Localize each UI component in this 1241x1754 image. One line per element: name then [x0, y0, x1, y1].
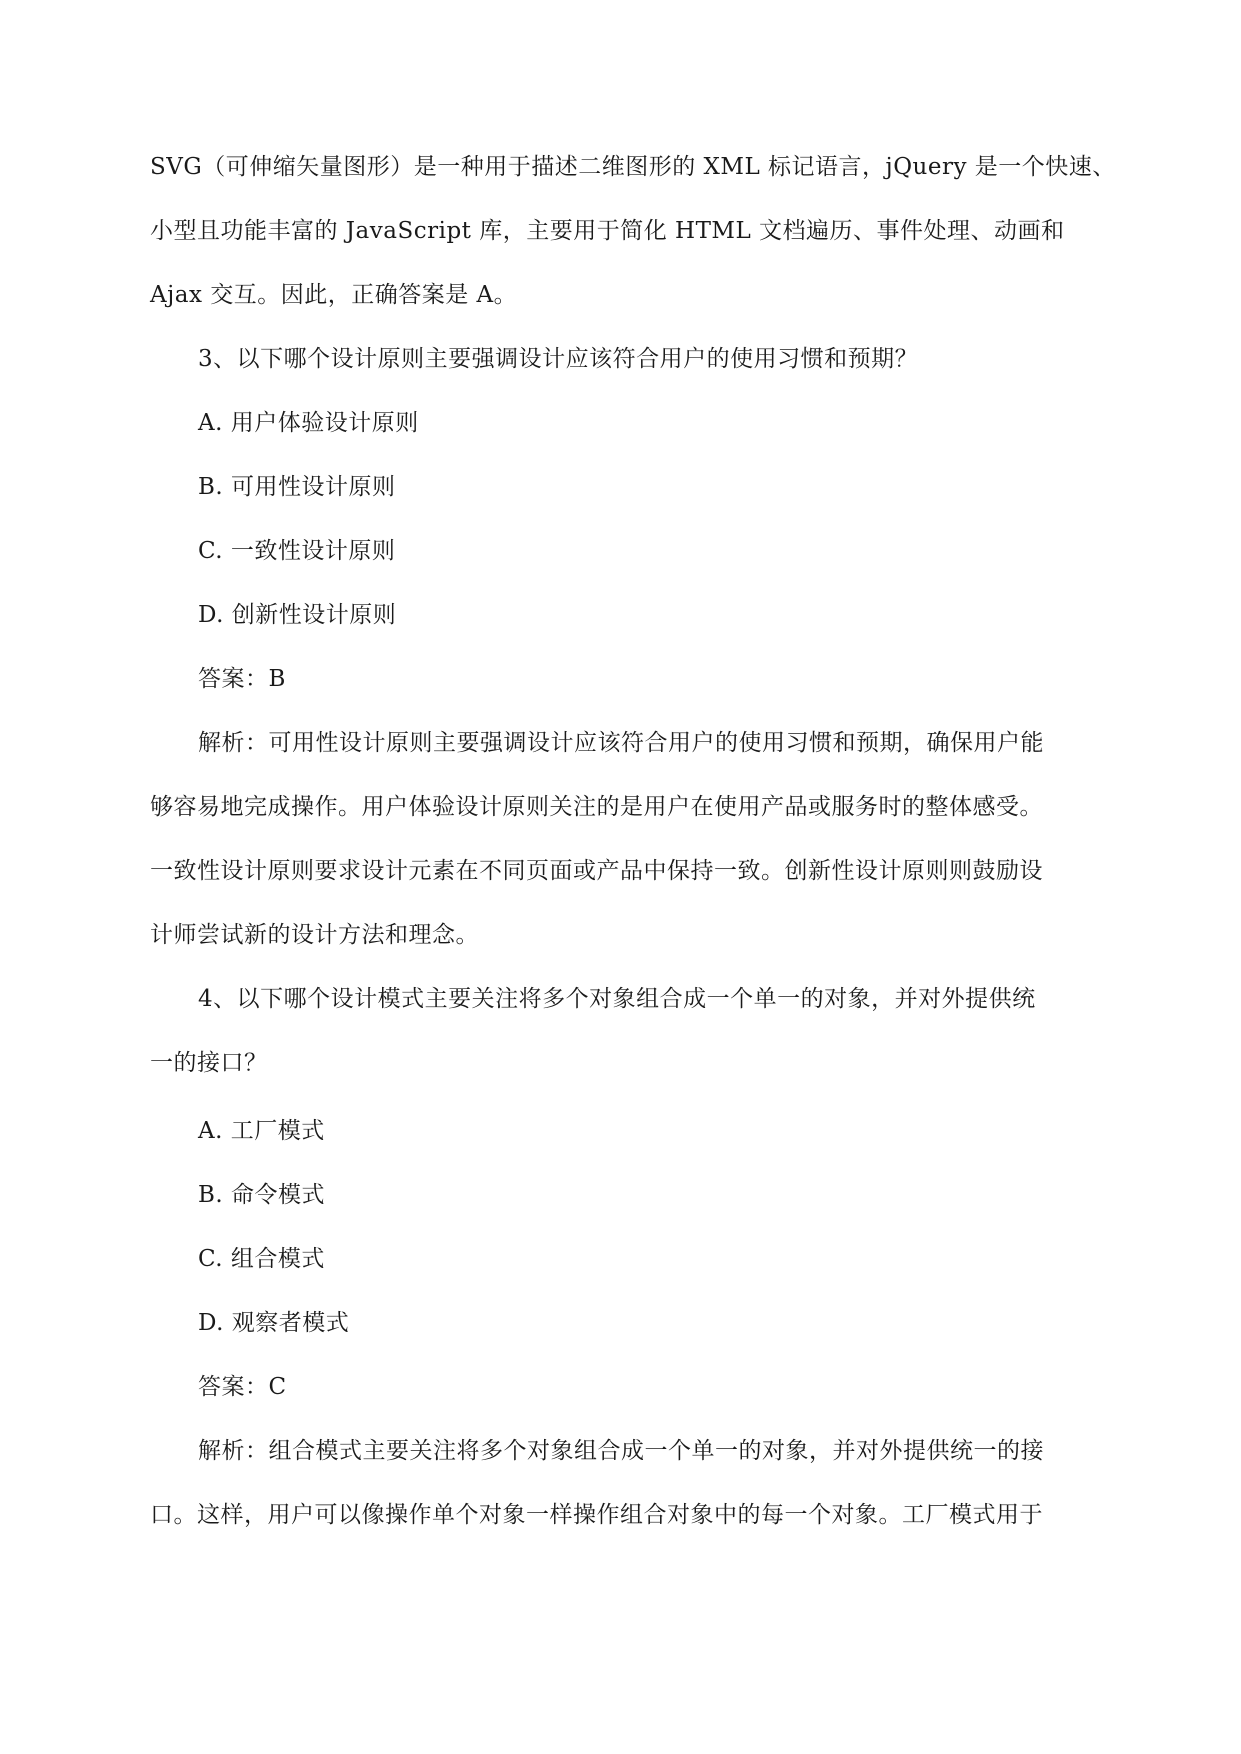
question-4-text: 4、以下哪个设计模式主要关注将多个对象组合成一个单一的对象，并对外提供统 — [198, 986, 1036, 1012]
question-4-option-c: C. 组合模式 — [198, 1246, 325, 1272]
question-3-option-a: A. 用户体验设计原则 — [198, 410, 419, 436]
question-4-explanation-cont: 口。这样，用户可以像操作单个对象一样操作组合对象中的每一个对象。工厂模式用于 — [150, 1502, 1043, 1528]
paragraph-line: Ajax 交互。因此，正确答案是 A。 — [150, 282, 518, 308]
question-4-option-d: D. 观察者模式 — [198, 1310, 350, 1336]
paragraph-line: SVG（可伸缩矢量图形）是一种用于描述二维图形的 XML 标记语言，jQuery 是一个快速、 — [150, 154, 1116, 180]
question-4-answer: 答案：C — [198, 1374, 287, 1400]
question-4-text-cont: 一的接口？ — [150, 1050, 268, 1076]
question-4-option-b: B. 命令模式 — [198, 1182, 326, 1208]
question-3-explanation-cont: 一致性设计原则要求设计元素在不同页面或产品中保持一致。创新性设计原则则鼓励设 — [150, 858, 1043, 884]
paragraph-line: 小型且功能丰富的 JavaScript 库，主要用于简化 HTML 文档遍历、事件处理、动画和 — [150, 218, 1065, 244]
question-3-explanation-cont: 计师尝试新的设计方法和理念。 — [150, 922, 479, 948]
question-3-text: 3、以下哪个设计原则主要强调设计应该符合用户的使用习惯和预期？ — [198, 346, 919, 372]
question-3-explanation: 解析：可用性设计原则主要强调设计应该符合用户的使用习惯和预期，确保用户能 — [198, 730, 1044, 756]
question-4-option-a: A. 工厂模式 — [198, 1118, 325, 1144]
question-3-option-d: D. 创新性设计原则 — [198, 602, 397, 628]
question-4-explanation: 解析：组合模式主要关注将多个对象组合成一个单一的对象，并对外提供统一的接 — [198, 1438, 1044, 1464]
question-3-option-c: C. 一致性设计原则 — [198, 538, 396, 564]
question-3-option-b: B. 可用性设计原则 — [198, 474, 396, 500]
question-3-answer: 答案：B — [198, 666, 286, 692]
question-3-explanation-cont: 够容易地完成操作。用户体验设计原则关注的是用户在使用产品或服务时的整体感受。 — [150, 794, 1043, 820]
